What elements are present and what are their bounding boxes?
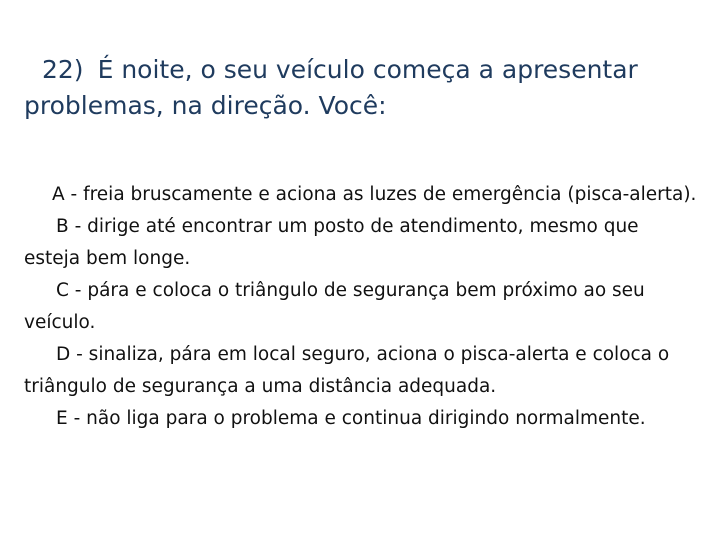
option-d: D - sinaliza, pára em local seguro, aciona o pisca-alerta e coloca o triângulo de segurança a uma distância adequada. xyxy=(24,344,670,397)
option-a: A - freia bruscamente e aciona as luzes de emergência (pisca-alerta). xyxy=(52,184,697,205)
answer-options xyxy=(24,179,700,435)
question-number: 22) xyxy=(42,55,84,84)
option-b: B - dirige até encontrar um posto de atendimento, mesmo que esteja bem longe. xyxy=(24,216,639,269)
question-heading xyxy=(24,52,704,124)
question-text: É noite, o seu veículo começa a apresentar problemas, na direção. Você: xyxy=(24,55,638,120)
option-e: E - não liga para o problema e continua dirigindo normalmente. xyxy=(56,408,646,429)
option-c: C - pára e coloca o triângulo de segurança bem próximo ao seu veículo. xyxy=(24,280,645,333)
